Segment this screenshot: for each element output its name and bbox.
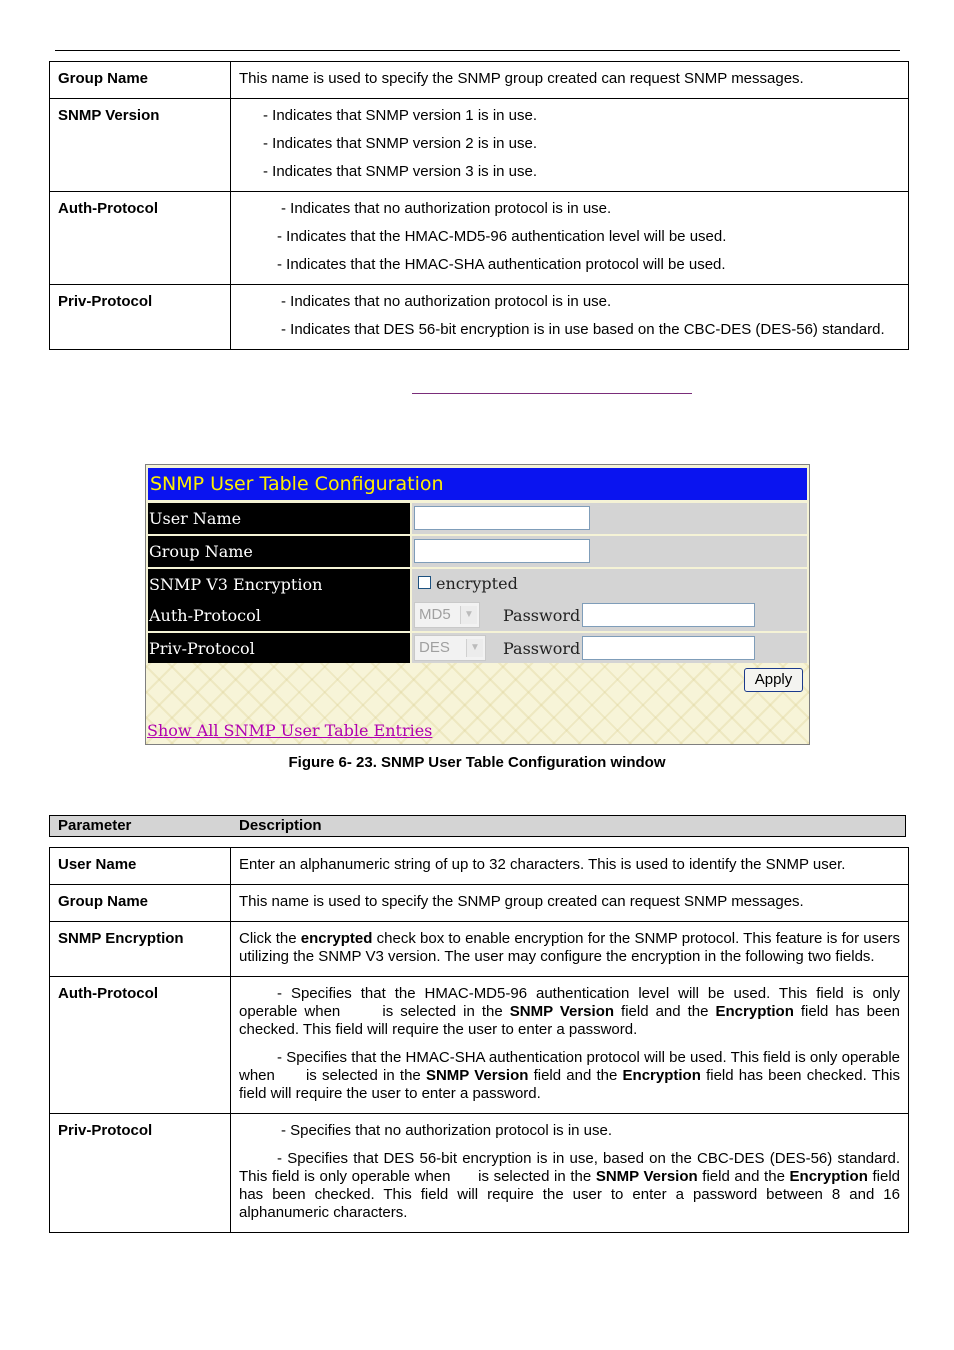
priv-protocol-select[interactable] (414, 635, 486, 661)
param-description (231, 285, 909, 350)
field-cell (412, 600, 807, 631)
table-row (50, 99, 909, 192)
window-title: SNMP User Table Configuration (148, 468, 807, 500)
description-line: - Specifies that the HMAC-SHA authentication protocol will be used. This field is only operable when is selected in the SNMP Version field and the Encryption field has been checked. This field will require the user to enter a password. (239, 1049, 905, 1102)
top-description-table (49, 61, 909, 350)
description-line: This name is used to specify the SNMP group created can request SNMP messages. (239, 893, 804, 910)
priv-protocol-label: Priv-Protocol (148, 633, 410, 664)
param-name: Group Name (50, 62, 231, 99)
param-description (231, 977, 909, 1114)
field-cell (412, 536, 807, 567)
param-description (231, 922, 909, 977)
description-line: - Indicates that DES 56-bit encryption is in use based on the CBC-DES (DES-56) standard. (281, 321, 885, 338)
encryption-label: SNMP V3 Encryption (148, 569, 410, 600)
apply-button[interactable]: Apply (744, 668, 803, 692)
description-line: - Indicates that no authorization protocol is in use. (281, 293, 612, 310)
table-row (50, 885, 909, 922)
param-description (231, 62, 909, 99)
group-name-input[interactable] (414, 539, 590, 563)
auth-password-label: Password (503, 606, 581, 625)
description-line: - Specifies that DES 56-bit encryption is in use, based on the CBC-DES (DES-56) standard. This field is only operable when is selected in the SNMP Version field and the Encryption field has been checked. This field will require the user to enter a password between 8 and 16 alphanumeric characters. (239, 1150, 905, 1221)
link-underline (412, 393, 692, 394)
group-name-row (148, 536, 807, 567)
chevron-down-icon: ▼ (460, 606, 477, 624)
description-line: - Specifies that the HMAC-MD5-96 authentication level will be used. This field is only operable when is selected in the SNMP Version field and the Encryption field has been checked. This field will require the user to enter a password. (239, 985, 905, 1038)
table-row (50, 192, 909, 285)
priv-protocol-row (148, 633, 807, 664)
priv-password-label: Password (503, 639, 581, 658)
field-cell (412, 503, 807, 534)
parameter-description-table (49, 847, 909, 1233)
param-name: Group Name (50, 885, 231, 922)
user-name-label: User Name (148, 503, 410, 534)
auth-protocol-row (148, 600, 807, 631)
param-name: Priv-Protocol (50, 1114, 231, 1233)
description-line: Click the encrypted check box to enable encryption for the SNMP protocol. This feature is for users utilizing the SNMP V3 version. The user may configure the encryption in the following two fields. (239, 930, 900, 965)
description-line: - Indicates that SNMP version 3 is in use. (263, 163, 538, 180)
param-name: User Name (50, 848, 231, 885)
field-cell (412, 633, 807, 664)
param-description (231, 192, 909, 285)
user-name-row (148, 503, 807, 534)
show-all-entries-link[interactable]: Show All SNMP User Table Entries (147, 721, 433, 740)
param-name: Auth-Protocol (50, 192, 231, 285)
encryption-row (148, 569, 807, 600)
snmp-user-table-window (145, 464, 810, 745)
parameter-header (49, 815, 906, 837)
description-line: - Indicates that SNMP version 1 is in use. (263, 107, 538, 124)
parameter-heading: Parameter (58, 817, 132, 834)
auth-protocol-select[interactable] (414, 602, 480, 628)
chevron-down-icon: ▼ (466, 639, 483, 657)
description-line: - Indicates that SNMP version 2 is in use. (263, 135, 538, 152)
description-heading: Description (239, 817, 322, 834)
description-line: - Indicates that no authorization protocol is in use. (281, 200, 612, 217)
description-line: This name is used to specify the SNMP group created can request SNMP messages. (239, 70, 804, 87)
param-name: SNMP Version (50, 99, 231, 192)
field-cell (412, 569, 807, 600)
param-description (231, 99, 909, 192)
figure-caption: Figure 6- 23. SNMP User Table Configuration window (288, 754, 666, 771)
header-rule (55, 50, 900, 51)
group-name-label: Group Name (148, 536, 410, 567)
description-line: - Specifies that no authorization protocol is in use. (281, 1122, 613, 1139)
table-row (50, 977, 909, 1114)
priv-password-input[interactable] (582, 636, 755, 660)
table-row (50, 1114, 909, 1233)
param-name: Priv-Protocol (50, 285, 231, 350)
param-name: Auth-Protocol (50, 977, 231, 1114)
encrypted-checkbox-label: encrypted (436, 574, 518, 593)
description-line: - Indicates that the HMAC-MD5-96 authentication level will be used. (277, 228, 727, 245)
priv-protocol-value: DES (419, 639, 450, 656)
table-row (50, 285, 909, 350)
description-line: Enter an alphanumeric string of up to 32 characters. This is used to identify the SNMP user. (239, 856, 846, 873)
user-name-input[interactable] (414, 506, 590, 530)
param-description (231, 848, 909, 885)
encrypted-checkbox[interactable] (418, 576, 431, 589)
table-row (50, 848, 909, 885)
table-row (50, 62, 909, 99)
description-line: - Indicates that the HMAC-SHA authentication protocol will be used. (277, 256, 726, 273)
auth-protocol-label: Auth-Protocol (148, 600, 410, 631)
param-description (231, 1114, 909, 1233)
param-description (231, 885, 909, 922)
table-row (50, 922, 909, 977)
auth-protocol-value: MD5 (419, 606, 451, 623)
param-name: SNMP Encryption (50, 922, 231, 977)
auth-password-input[interactable] (582, 603, 755, 627)
